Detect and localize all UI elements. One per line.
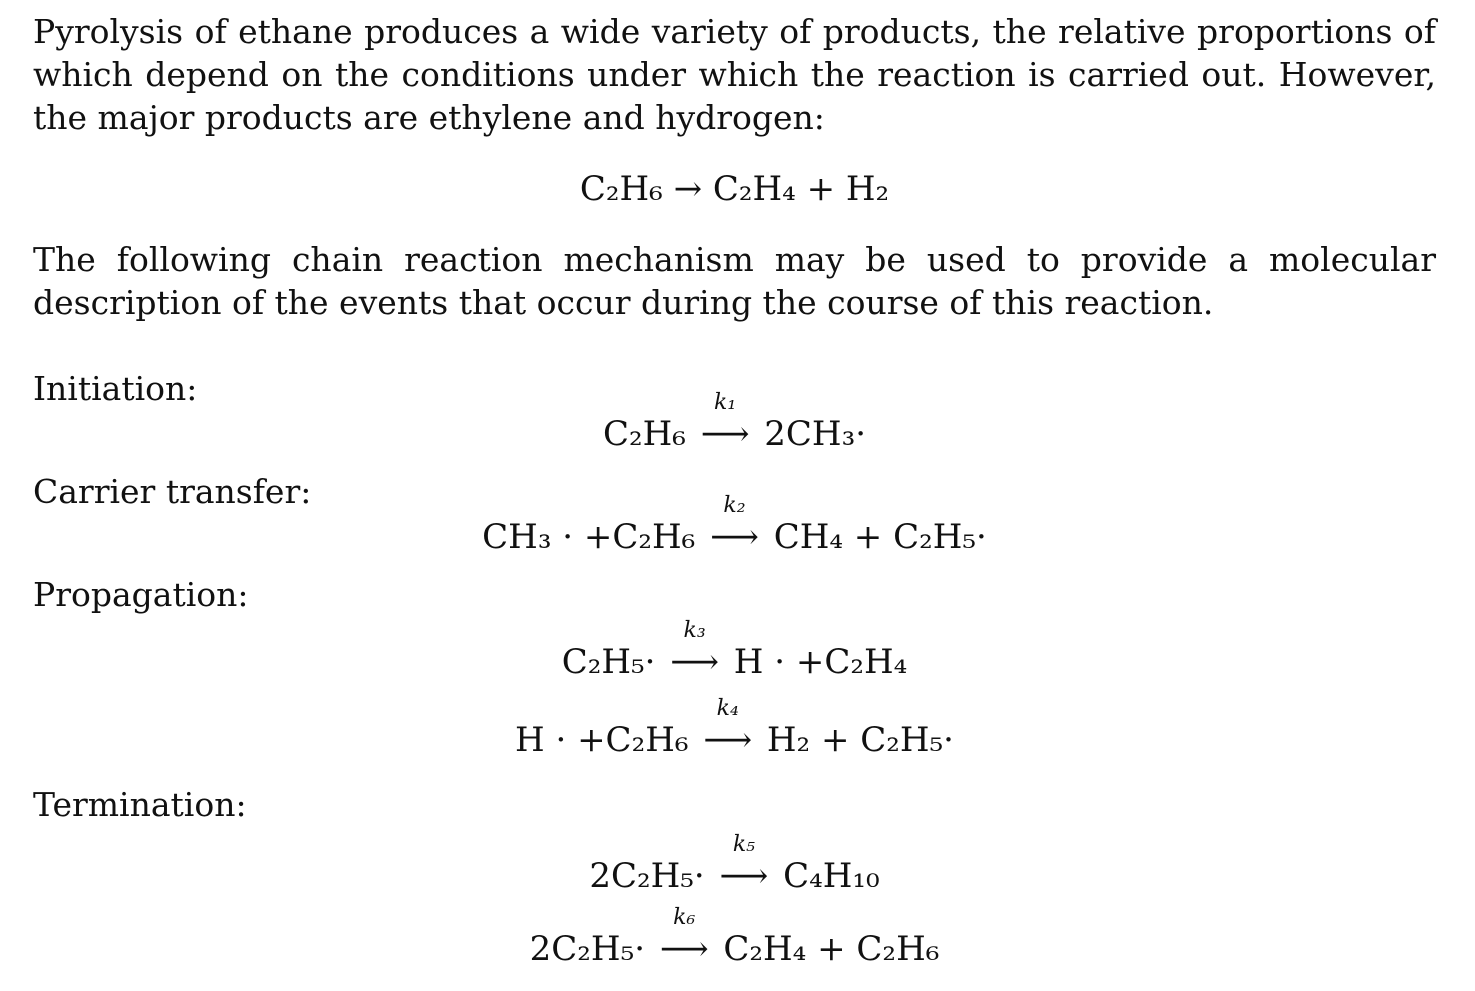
- reaction-lhs: 2C₂H₅·: [589, 856, 705, 896]
- arrow-icon: ⟶: [710, 517, 759, 557]
- rate-constant-label: k₂: [723, 493, 746, 518]
- reaction-propagation-2: [33, 696, 1436, 762]
- rate-constant-label: k₆: [673, 905, 696, 930]
- rate-arrow: [719, 832, 769, 898]
- section-label-termination: Termination:: [33, 785, 247, 824]
- document-page: [33, 0, 1436, 991]
- rate-arrow: [710, 493, 759, 559]
- reaction-rhs: H · +C₂H₄: [733, 642, 908, 682]
- arrow-icon: ⟶: [719, 856, 769, 896]
- reaction-rhs: 2CH₃·: [764, 414, 867, 454]
- section-label-initiation: Initiation:: [33, 369, 198, 408]
- rate-constant-label: k₅: [732, 832, 755, 857]
- rate-arrow: [700, 390, 750, 456]
- arrow-icon: ⟶: [670, 642, 719, 682]
- overall-arrow: →: [673, 169, 703, 209]
- intro-paragraph: Pyrolysis of ethane produces a wide variety of products, the relative proportions of which depend on the conditions under which the reaction is carried out. However, the major products are ethylene and hydrogen:: [33, 12, 1436, 137]
- reaction-lhs: 2C₂H₅·: [529, 929, 646, 969]
- section-label-carrier-transfer: Carrier transfer:: [33, 472, 312, 511]
- reaction-lhs: C₂H₆: [602, 414, 686, 454]
- rate-constant-label: k₁: [714, 390, 737, 415]
- reaction-carrier-transfer: [33, 493, 1436, 559]
- rate-arrow: [670, 618, 719, 684]
- reaction-lhs: CH₃ · +C₂H₆: [482, 517, 696, 557]
- rate-constant-label: k₃: [683, 618, 706, 643]
- overall-products: C₂H₄ + H₂: [712, 169, 890, 209]
- rate-constant-label: k₄: [716, 696, 739, 721]
- reaction-termination-1: [33, 832, 1436, 898]
- rate-arrow: [659, 905, 709, 971]
- reaction-propagation-1: [33, 618, 1436, 684]
- arrow-icon: ⟶: [700, 414, 750, 454]
- overall-reactants: C₂H₆: [579, 169, 663, 209]
- overall-equation: [33, 167, 1436, 211]
- section-label-propagation: Propagation:: [33, 575, 249, 614]
- arrow-icon: ⟶: [659, 929, 709, 969]
- reaction-rhs: H₂ + C₂H₅·: [766, 720, 954, 760]
- reaction-rhs: CH₄ + C₂H₅·: [773, 517, 987, 557]
- reaction-lhs: H · +C₂H₆: [515, 720, 689, 760]
- reaction-lhs: C₂H₅·: [561, 642, 656, 682]
- reaction-initiation: [33, 390, 1436, 456]
- reaction-termination-2: [33, 905, 1436, 971]
- arrow-icon: ⟶: [703, 720, 753, 760]
- rate-arrow: [703, 696, 753, 762]
- mechanism-paragraph: The following chain reaction mechanism may be used to provide a molecular description of the events that occur during the course of this reaction.: [33, 240, 1436, 322]
- reaction-rhs: C₂H₄ + C₂H₆: [723, 929, 940, 969]
- reaction-rhs: C₄H₁₀: [783, 856, 880, 896]
